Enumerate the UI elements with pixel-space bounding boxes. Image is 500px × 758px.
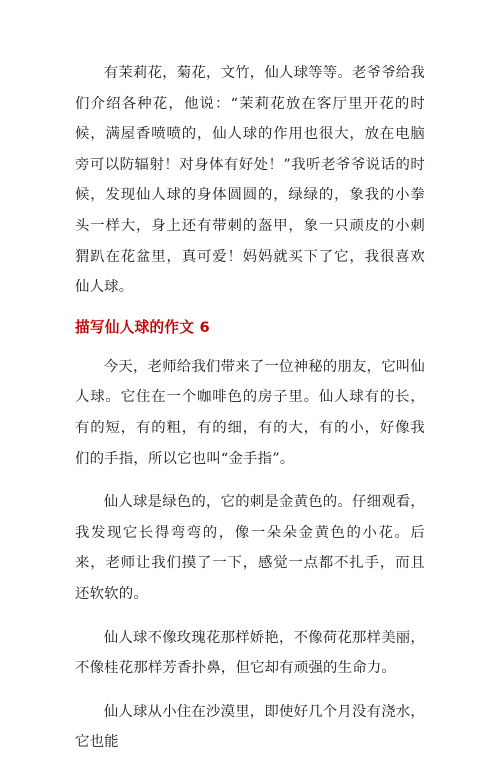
intro-paragraph: 有茉莉花，菊花，文竹，仙人球等等。老爷爷给我们介绍各种花，他说：“茉莉花放在客厅里开花的时候，满屋香喷喷的，仙人球的作用也很大，放在电脑旁可以防辐射！对身体有好处！”我听老爷爷说话的时候，发现仙人球的身体圆圆的，绿绿的，象我的小拳头一样大，身上还有带刺的盔甲，象一只顽皮的小刺猬趴在花盆里，真可爱！妈妈就买下了它，我很喜欢仙人球。 xyxy=(75,65,425,296)
paragraph-2: 仙人球是绿色的，它的刺是金黄色的。仔细观看，我发现它长得弯弯的，像一朵朵金黄色的小花。后来，老师让我们摸了一下，感觉一点都不扎手，而且还软软的。 xyxy=(75,494,425,602)
paragraph-1: 今天，老师给我们带来了一位神秘的朋友，它叫仙人球。它住在一个咖啡色的房子里。仙人球有的长，有的短，有的粗，有的细，有的大，有的小，好像我们的手指，所以它也叫“金手指”。 xyxy=(75,358,425,467)
document-page xyxy=(75,58,425,758)
paragraph-4-partial: 仙人球从小住在沙漠里，即使好几个月没有浇水，它也能 xyxy=(75,703,425,751)
section-heading: 描写仙人球的作文 6 xyxy=(75,318,210,336)
paragraph-3: 仙人球不像玫瑰花那样娇艳，不像荷花那样美丽，不像桂花那样芳香扑鼻，但它却有顽强的生命力。 xyxy=(75,629,425,677)
